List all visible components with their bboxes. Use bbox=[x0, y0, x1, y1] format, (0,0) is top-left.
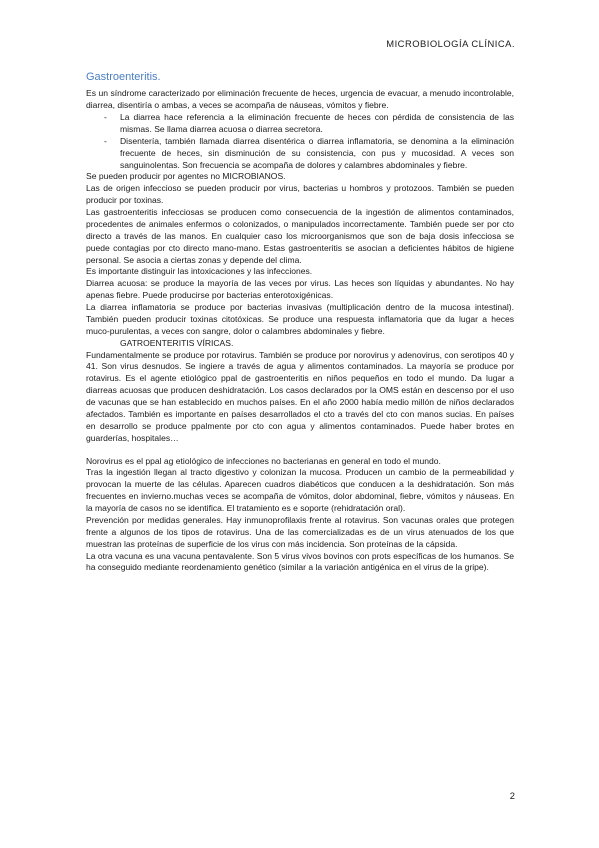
paragraph: Fundamentalmente se produce por rotavirus. También se produce por norovirus y adenovirus, con serotipos 40 y 41. Son virus desnudos. Se ingiere a través de agua y alimentos contaminados. La mayoría se produce por rotavirus. Es el agente etiológico ppal de gastroenteritis en niños pequeños en todo el mundo. Da lugar a diarreas acuosas que producen deshidratación. Los casos declarados por la OMS están en descenso por el uso de vacunas que se han establecido en muchos países. En el año 2000 había medio millón de niños declarados afectados. También es importante en países desarrollados el cto a través del cto con manos sucias. En países en desarrollo se produce ppalmente por cto con agua y alimentos contaminados. Puede haber brotes en guarderías, hospitales… bbox=[86, 349, 514, 443]
bullet-dash: - bbox=[104, 135, 107, 146]
document-body bbox=[86, 70, 514, 574]
blank-line bbox=[86, 445, 514, 456]
bullet-dash: - bbox=[104, 112, 107, 123]
bullet-item bbox=[86, 112, 514, 136]
bullet-text: Disentería, también llamada diarrea disentérica o diarrea inflamatoria, se denomina a la eliminación frecuente de heces, sin disminución de su consistencia, con pus y mucosidad. A veces son sanguinolentas. Son frecuencia se acompaña de dolores y calambres abdominales y fiebre. bbox=[120, 135, 514, 170]
bullet-list bbox=[86, 112, 514, 171]
paragraph: Las gastroenteritis infecciosas se producen como consecuencia de la ingestión de alimentos contaminados, procedentes de animales enfermos o colonizados, o manipulados incorrectamente. También puede ser por cto directo a través de las manos. En cualquier caso los microorganismos que son de baja dosis infecciosa se puede contagias por cto directo mano-mano. Estas gastroenteritis se asocian a deficientes hábitos de higiene personal. Se asocia a ciertas zonas y depende del clima. bbox=[86, 207, 514, 265]
section-title: Gastroenteritis. bbox=[86, 71, 161, 83]
paragraph: La diarrea inflamatoria se produce por bacterias invasivas (multiplicación dentro de la mucosa intestinal). También pueden producir toxinas citotóxicas. Se produce una respuesta inflamatoria que da lugar a heces muco-purulentas, a veces con sangre, dolor o calambres abdominales y fiebre. bbox=[86, 302, 514, 336]
subheading: GATROENTERITIS VÍRICAS. bbox=[120, 337, 234, 348]
page-number: 2 bbox=[509, 790, 515, 801]
paragraph: Las de origen infeccioso se pueden producir por virus, bacterias u hombros y protozoos. También se pueden producir por toxinas. bbox=[86, 183, 514, 206]
paragraph: Prevención por medidas generales. Hay inmunoprofilaxis frente al rotavirus. Son vacunas orales que protegen frente a algunos de los tipos de rotavirus. Una de las comercializadas es de un virus atenuados de los que muestran las proteínas de superficie de los virus con más incidencia. Son proteínas de la cápsida. bbox=[86, 514, 514, 549]
paragraph: Se pueden producir por agentes no MICROBIANOS. bbox=[86, 171, 286, 182]
paragraph: Es importante distinguir las intoxicaciones y las infecciones. bbox=[86, 266, 313, 277]
running-header: MICROBIOLOGÍA CLÍNICA. bbox=[386, 38, 515, 49]
paragraph: Diarrea acuosa: se produce la mayoría de las veces por virus. Las heces son líquidas y abundantes. No hay apenas fiebre. Puede producirse por bacterias enterotoxigénicas. bbox=[86, 278, 514, 301]
paragraph: Tras la ingestión llegan al tracto digestivo y colonizan la mucosa. Producen un cambio de la permeabilidad y provocan la muerte de las células. Aparecen cuadros diabéticos que conducen a la deshidratación. Son más frecuentes en invierno.muchas veces se acompaña de vómitos, dolor abdominal, fiebre, vómitos y náuseas. En la mayoría de casos no se identifica. El tratamiento es e soporte (rehidratación oral). bbox=[86, 467, 514, 514]
paragraph: Norovirus es el ppal ag etiológico de infecciones no bacterianas en general en todo el mundo. bbox=[86, 455, 441, 466]
paragraph: La otra vacuna es una vacuna pentavalente. Son 5 virus vivos bovinos con prots específicas de los humanos. Se ha conseguido mediante reordenamiento genético (similar a la variación antigénica en el virus de la gripe). bbox=[86, 550, 514, 573]
bullet-text: La diarrea hace referencia a la eliminación frecuente de heces con pérdida de consistencia de las mismas. Se llama diarrea acuosa o diarrea secretora. bbox=[120, 112, 514, 134]
bullet-item bbox=[86, 136, 514, 172]
intro-paragraph: Es un síndrome caracterizado por eliminación frecuente de heces, urgencia de evacuar, a menudo incontrolable, diarrea, disentiría o ambas, a veces se acompaña de náuseas, vómitos y fiebre. bbox=[86, 88, 514, 111]
